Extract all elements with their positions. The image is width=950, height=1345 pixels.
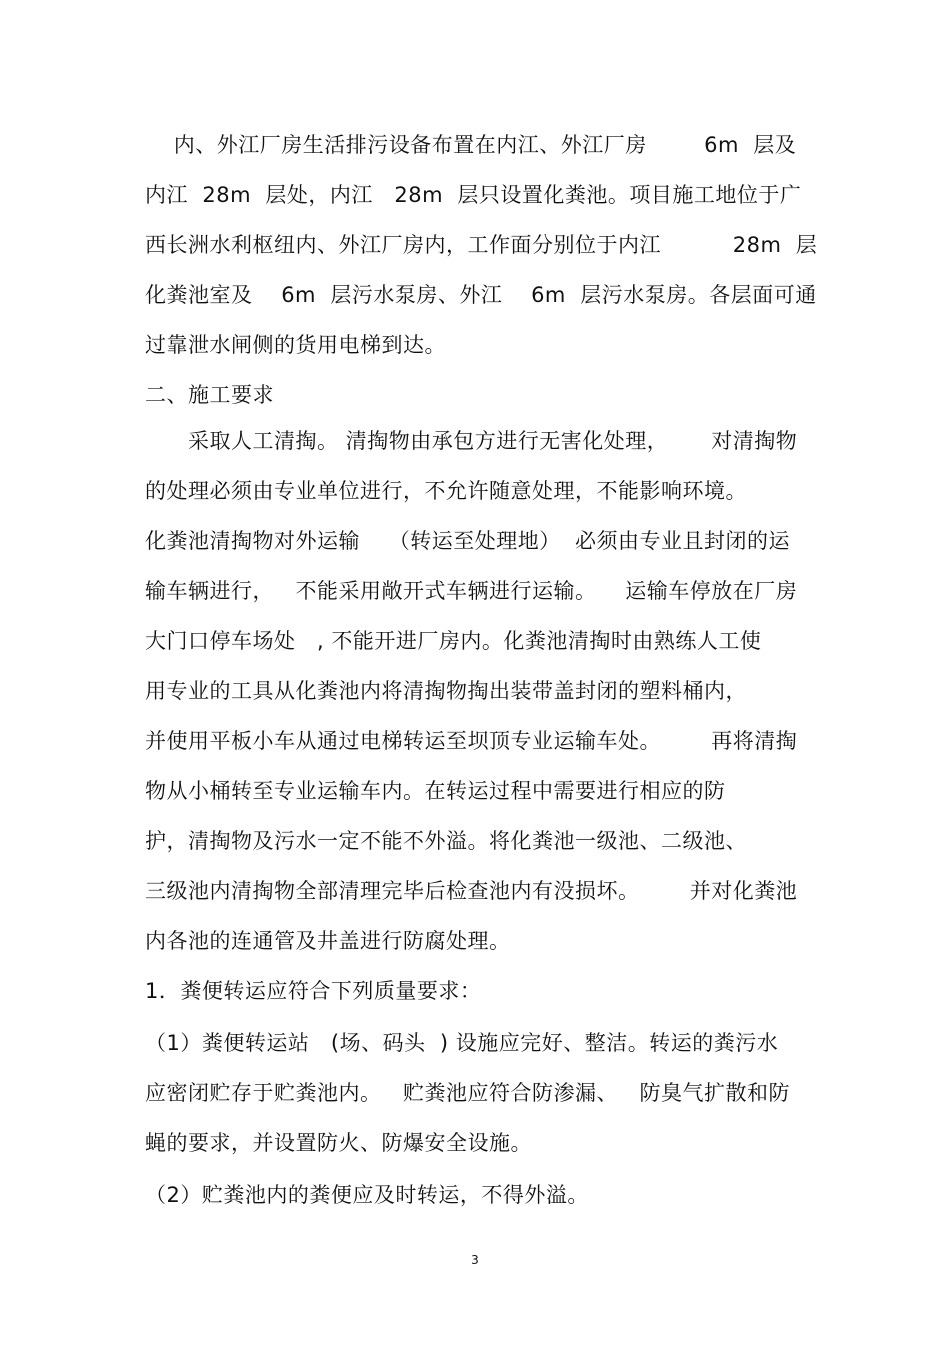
section-heading: 二、施工要求 — [145, 383, 274, 407]
text-line: 过靠泄水闸侧的货用电梯到达。 — [145, 333, 446, 357]
page-number: 3 — [471, 1253, 479, 1267]
text-line: 应密闭贮存于贮粪池内。 贮粪池应符合防渗漏、 防臭气扩散和防 — [145, 1081, 791, 1105]
list-heading: 1．粪便转运应符合下列质量要求： — [145, 979, 482, 1003]
text-line: 内各池的连通管及井盖进行防腐处理。 — [145, 929, 511, 953]
text-line: 内江 28m 层处，内江 28m 层只设置化粪池。项目施工地位于广 — [145, 183, 802, 207]
list-item: （2）贮粪池内的粪便应及时转运，不得外溢。 — [145, 1183, 589, 1207]
list-item: （1）粪便转运站 (场、码头 ) 设施应完好、整洁。转运的粪污水 — [145, 1031, 779, 1055]
text-line: 的处理必须由专业单位进行，不允许随意处理，不能影响环境。 — [145, 479, 747, 503]
text-line: 并使用平板小车从通过电梯转运至坝顶专业运输车处。 再将清掏 — [145, 729, 798, 753]
text-line: 西长洲水利枢纽内、外江厂房内，工作面分别位于内江 28m 层 — [145, 233, 818, 257]
text-line: 采取人工清掏。 清掏物由承包方进行无害化处理， 对清掏物 — [145, 429, 798, 453]
text-line: 护，清掏物及污水一定不能不外溢。将化粪池一级池、二级池、 — [145, 829, 747, 853]
text-line: 化粪池室及 6m 层污水泵房、外江 6m 层污水泵房。各层面可通 — [145, 283, 817, 307]
text-line: 大门口停车场处 , 不能开进厂房内。化粪池清掏时由熟练人工使 — [145, 629, 762, 653]
text-line: 蝇的要求，并设置防火、防爆安全设施。 — [145, 1131, 532, 1155]
text-line: 内、外江厂房生活排污设备布置在内江、外江厂房 6m 层及 — [145, 133, 797, 157]
text-line: 物从小桶转至专业运输车内。在转运过程中需要进行相应的防 — [145, 779, 726, 803]
text-line: 输车辆进行， 不能采用敞开式车辆进行运输。 运输车停放在厂房 — [145, 579, 798, 603]
text-line: 化粪池清掏物对外运输 （转运至处理地） 必须由专业且封闭的运 — [145, 529, 791, 553]
text-line: 用专业的工具从化粪池内将清掏物掏出装带盖封闭的塑料桶内， — [145, 679, 747, 703]
text-line: 三级池内清掏物全部清理完毕后检查池内有没损坏。 并对化粪池 — [145, 879, 798, 903]
